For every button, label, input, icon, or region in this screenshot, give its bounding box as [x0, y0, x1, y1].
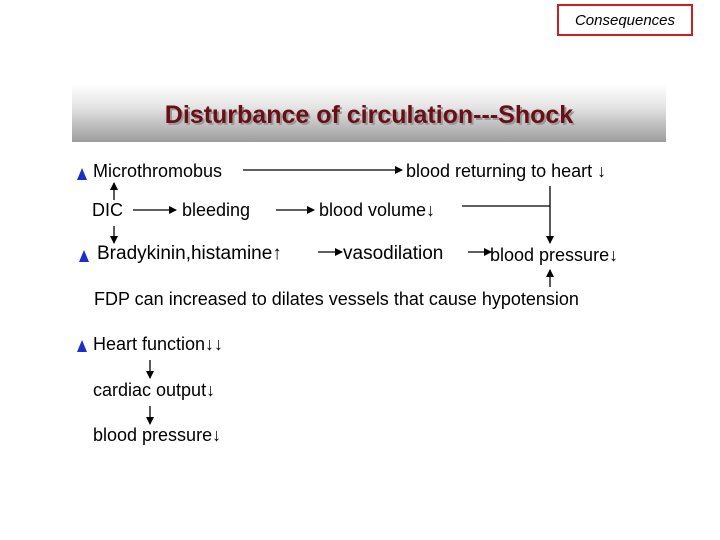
node-dic: DIC	[92, 200, 123, 220]
node-blood-pressure-final: blood pressure↓	[93, 425, 222, 445]
node-heart-function: Heart function↓↓	[93, 334, 224, 354]
node-cardiac-output: cardiac output↓	[93, 380, 216, 400]
node-vasodilation: vasodilation	[343, 243, 444, 264]
node-bleeding: bleeding	[182, 200, 251, 220]
badge-label: Consequences	[574, 11, 676, 29]
node-bradykinin: Bradykinin,histamine↑	[97, 243, 282, 264]
node-blood-pressure: blood pressure↓	[490, 245, 619, 265]
node-blood-volume: blood volume↓	[319, 200, 436, 220]
node-microthrombus: Microthromobus	[93, 161, 223, 181]
node-blood-returning: blood returning to heart ↓	[406, 161, 607, 181]
node-fdp: FDP can increased to dilates vessels that cause hypotension	[94, 289, 579, 309]
page-title: Disturbance of circulation---Shock	[164, 101, 574, 129]
